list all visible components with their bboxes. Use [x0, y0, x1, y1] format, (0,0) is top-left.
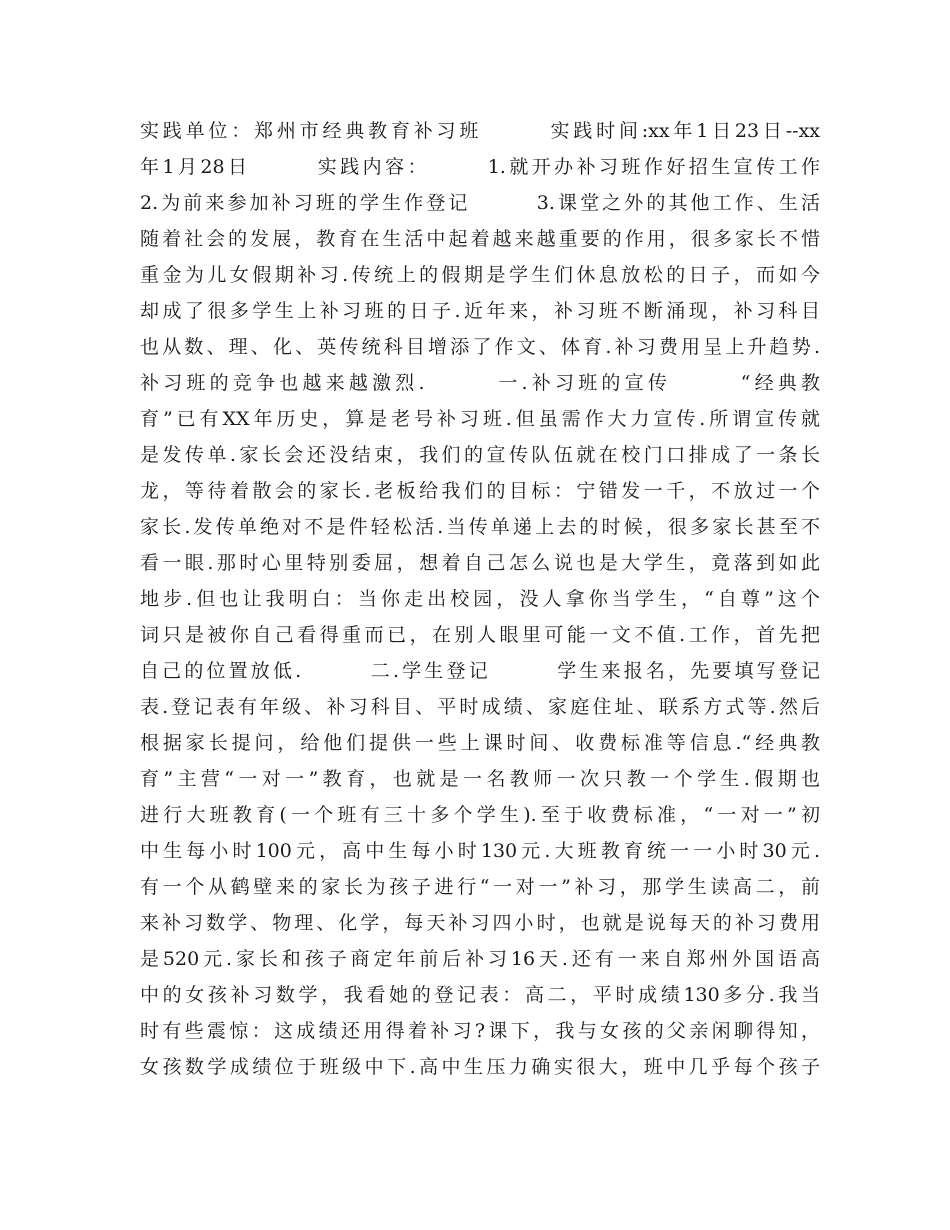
text-line: 重金为儿女假期补习.传统上的假期是学生们休息放松的日子，而如今 — [140, 264, 820, 286]
text-line: 地步.但也让我明白：当你走出校园，没人拿你当学生，“自尊”这个 — [140, 588, 820, 610]
text-line: 年1月28日 实践内容： 1.就开办补习班作好招生宣传工作 — [140, 156, 820, 178]
text-line: 时有些震惊：这成绩还用得着补习?课下，我与女孩的父亲闲聊得知， — [140, 1020, 820, 1042]
text-line: 表.登记表有年级、补习科目、平时成绩、家庭住址、联系方式等.然后 — [140, 696, 820, 718]
text-line: 词只是被你自己看得重而已，在别人眼里可能一文不值.工作，首先把 — [140, 624, 820, 646]
text-line: 却成了很多学生上补习班的日子.近年来，补习班不断涌现，补习科目 — [140, 300, 820, 322]
text-line: 自己的位置放低. 二.学生登记 学生来报名，先要填写登记 — [140, 660, 820, 682]
text-line: 根据家长提问，给他们提供一些上课时间、收费标准等信息.“经典教 — [140, 732, 820, 754]
text-line: 也从数、理、化、英传统科目增添了作文、体育.补习费用呈上升趋势. — [140, 336, 820, 358]
text-line: 看一眼.那时心里特别委屈，想着自己怎么说也是大学生，竟落到如此 — [140, 552, 820, 574]
text-line: 女孩数学成绩位于班级中下.高中生压力确实很大，班中几乎每个孩子 — [140, 1056, 820, 1078]
text-line: 进行大班教育(一个班有三十多个学生).至于收费标准，“一对一”初 — [140, 804, 820, 826]
text-line: 是520元.家长和孩子商定年前后补习16天.还有一来自郑州外国语高 — [140, 948, 820, 970]
text-line: 随着社会的发展，教育在生活中起着越来越重要的作用，很多家长不惜 — [140, 228, 820, 250]
text-line: 实践单位：郑州市经典教育补习班 实践时间:xx年1日23日--xx — [140, 120, 820, 142]
text-line: 育”已有XX年历史，算是老号补习班.但虽需作大力宣传.所谓宣传就 — [140, 408, 820, 430]
text-line: 中的女孩补习数学，我看她的登记表：高二，平时成绩130多分.我当 — [140, 984, 820, 1006]
text-line: 家长.发传单绝对不是件轻松活.当传单递上去的时候，很多家长甚至不 — [140, 516, 820, 538]
text-line: 育”主营“一对一”教育，也就是一名教师一次只教一个学生.假期也 — [140, 768, 820, 790]
text-line: 中生每小时100元，高中生每小时130元.大班教育统一一小时30元. — [140, 840, 820, 862]
text-line: 来补习数学、物理、化学，每天补习四小时，也就是说每天的补习费用 — [140, 912, 820, 934]
text-line: 龙，等待着散会的家长.老板给我们的目标：宁错发一千，不放过一个 — [140, 480, 820, 502]
text-line: 2.为前来参加补习班的学生作登记 3.课堂之外的其他工作、生活 — [140, 192, 820, 214]
text-line: 是发传单.家长会还没结束，我们的宣传队伍就在校门口排成了一条长 — [140, 444, 820, 466]
body-text — [140, 113, 820, 1085]
text-line: 有一个从鹤壁来的家长为孩子进行“一对一”补习，那学生读高二，前 — [140, 876, 820, 898]
text-line: 补习班的竞争也越来越激烈. 一.补习班的宣传 “经典教 — [140, 372, 820, 394]
